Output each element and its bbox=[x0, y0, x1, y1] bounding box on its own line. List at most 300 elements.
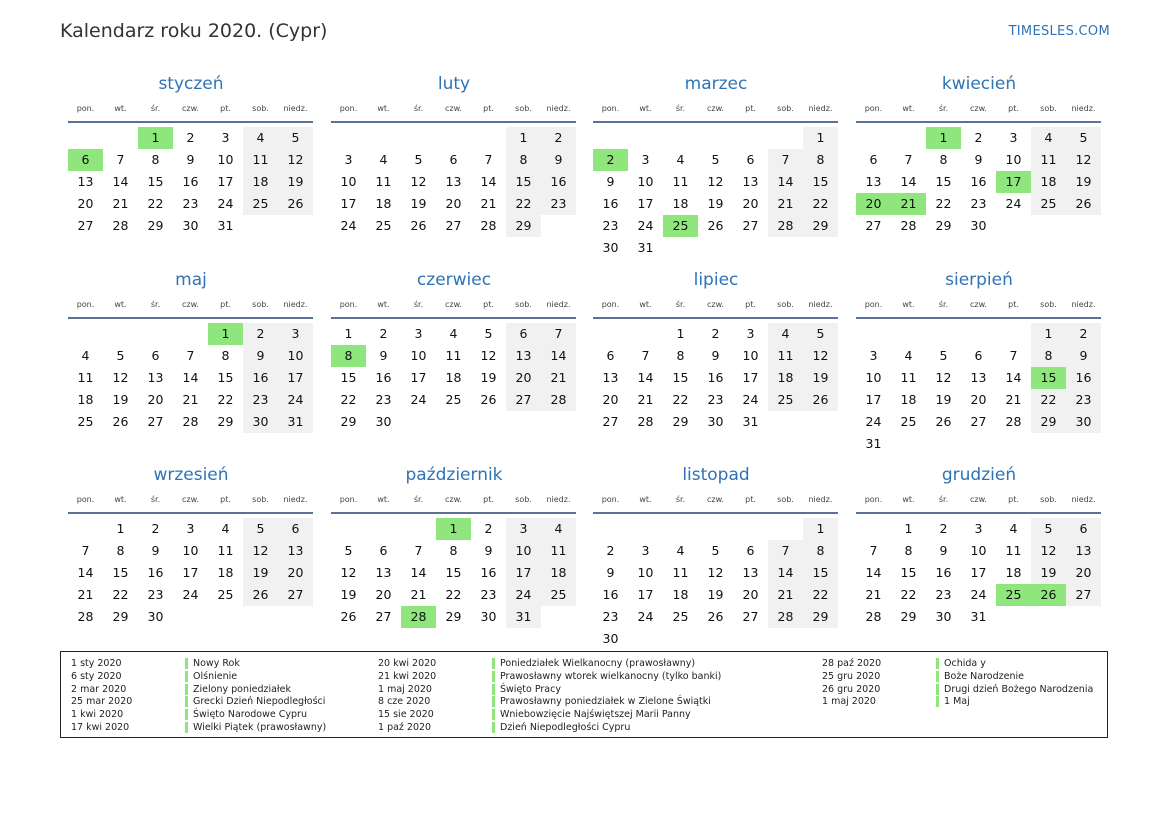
day-cell: 15 bbox=[900, 565, 917, 580]
month-2 bbox=[593, 72, 839, 259]
day-cell: 30 bbox=[707, 414, 724, 429]
day-cell: 17 bbox=[410, 370, 427, 385]
weekday-label: pt. bbox=[483, 104, 494, 113]
week-row bbox=[68, 540, 314, 562]
week-row bbox=[856, 562, 1102, 584]
day-cell: 7 bbox=[414, 543, 423, 558]
day-cell: 29 bbox=[147, 218, 164, 233]
day-cell: 25 bbox=[672, 609, 689, 624]
week-row bbox=[593, 411, 839, 433]
empty-cell bbox=[961, 433, 996, 455]
day-cell: 19 bbox=[707, 196, 724, 211]
empty-cell bbox=[138, 323, 173, 345]
month-name: kwiecień bbox=[941, 74, 1017, 94]
day-cell: 27 bbox=[445, 218, 462, 233]
legend-holiday-name: Grecki Dzień Niepodległości bbox=[193, 696, 326, 708]
day-cell: 18 bbox=[1005, 565, 1022, 580]
day-cell: 27 bbox=[970, 414, 987, 429]
day-cell: 9 bbox=[151, 543, 160, 558]
holiday-marker bbox=[492, 658, 495, 669]
legend-row bbox=[822, 670, 1024, 683]
week-row bbox=[68, 323, 314, 345]
month-11 bbox=[856, 463, 1102, 628]
week-row bbox=[856, 518, 1102, 540]
day-cell: 14 bbox=[865, 565, 882, 580]
weekday-header bbox=[331, 100, 577, 118]
empty-cell bbox=[628, 323, 663, 345]
week-row bbox=[331, 127, 577, 149]
day-cell: 2 bbox=[379, 326, 388, 341]
day-cell: 14 bbox=[182, 370, 199, 385]
empty-cell bbox=[961, 323, 996, 345]
weekday-label: pt. bbox=[220, 300, 231, 309]
legend-date: 1 sty 2020 bbox=[71, 658, 122, 669]
weekday-label: wt. bbox=[902, 495, 915, 504]
week-row bbox=[593, 606, 839, 628]
day-cell: 10 bbox=[278, 345, 313, 367]
week-row bbox=[68, 562, 314, 584]
month-8 bbox=[68, 463, 314, 628]
day-cell: 19 bbox=[278, 171, 313, 193]
legend-date: 1 maj 2020 bbox=[822, 696, 876, 708]
holiday-day-cell: 26 bbox=[1031, 584, 1066, 606]
day-cell: 4 bbox=[768, 323, 803, 345]
empty-cell bbox=[593, 127, 628, 149]
day-cell: 10 bbox=[340, 174, 357, 189]
day-cell: 26 bbox=[935, 414, 952, 429]
day-cell: 18 bbox=[672, 196, 689, 211]
empty-cell bbox=[768, 127, 803, 149]
legend-row bbox=[822, 657, 986, 670]
weekday-label: niedz. bbox=[283, 300, 308, 309]
legend-date: 21 kwi 2020 bbox=[378, 670, 437, 682]
day-cell: 25 bbox=[375, 218, 392, 233]
week-row bbox=[856, 215, 1102, 237]
day-cell: 30 bbox=[243, 411, 278, 433]
day-cell: 21 bbox=[112, 196, 129, 211]
legend-date: 8 cze 2020 bbox=[378, 696, 431, 708]
day-cell: 15 bbox=[112, 565, 129, 580]
day-cell: 4 bbox=[1009, 521, 1018, 536]
day-cell: 6 bbox=[974, 348, 983, 363]
day-cell: 24 bbox=[506, 584, 541, 606]
month-name: listopad bbox=[682, 465, 750, 485]
day-cell: 11 bbox=[77, 370, 94, 385]
day-cell: 3 bbox=[186, 521, 195, 536]
day-cell: 16 bbox=[707, 370, 724, 385]
day-cell: 26 bbox=[112, 414, 129, 429]
day-cell: 7 bbox=[869, 543, 878, 558]
empty-cell bbox=[996, 433, 1031, 455]
day-cell: 11 bbox=[541, 540, 576, 562]
day-cell: 11 bbox=[217, 543, 234, 558]
day-cell: 10 bbox=[637, 565, 654, 580]
legend-holiday-name: Prawosławny wtorek wielkanocny (tylko banki) bbox=[500, 670, 722, 682]
week-row bbox=[856, 433, 1102, 455]
day-cell: 17 bbox=[637, 587, 654, 602]
month-10 bbox=[593, 463, 839, 650]
day-cell: 20 bbox=[147, 392, 164, 407]
empty-cell bbox=[733, 237, 768, 259]
day-cell: 24 bbox=[742, 392, 759, 407]
day-cell: 14 bbox=[900, 174, 917, 189]
day-cell: 27 bbox=[147, 414, 164, 429]
legend-date: 6 sty 2020 bbox=[71, 670, 122, 682]
weekday-label: niedz. bbox=[808, 104, 833, 113]
day-cell: 6 bbox=[449, 152, 458, 167]
day-cell: 3 bbox=[869, 348, 878, 363]
empty-cell bbox=[436, 127, 471, 149]
weekday-label: śr. bbox=[938, 495, 949, 504]
holiday-marker bbox=[936, 671, 939, 682]
day-cell: 17 bbox=[970, 565, 987, 580]
day-cell: 18 bbox=[77, 392, 94, 407]
week-row bbox=[331, 215, 577, 237]
day-cell: 13 bbox=[375, 565, 392, 580]
day-cell: 20 bbox=[375, 587, 392, 602]
day-cell: 11 bbox=[375, 174, 392, 189]
day-cell: 14 bbox=[637, 370, 654, 385]
day-cell: 4 bbox=[81, 348, 90, 363]
day-cell: 29 bbox=[672, 414, 689, 429]
day-cell: 29 bbox=[340, 414, 357, 429]
weekday-label: niedz. bbox=[283, 495, 308, 504]
day-cell: 28 bbox=[865, 609, 882, 624]
holiday-day-cell: 20 bbox=[856, 193, 891, 215]
week-row bbox=[593, 584, 839, 606]
day-cell: 7 bbox=[186, 348, 195, 363]
day-cell: 13 bbox=[77, 174, 94, 189]
weekday-label: czw. bbox=[445, 495, 462, 504]
day-cell: 24 bbox=[278, 389, 313, 411]
day-cell: 16 bbox=[1066, 367, 1101, 389]
day-cell: 21 bbox=[480, 196, 497, 211]
week-row bbox=[68, 171, 314, 193]
day-cell: 23 bbox=[480, 587, 497, 602]
day-cell: 24 bbox=[637, 218, 654, 233]
day-cell: 8 bbox=[1031, 345, 1066, 367]
day-cell: 15 bbox=[803, 562, 838, 584]
day-cell: 18 bbox=[541, 562, 576, 584]
day-cell: 28 bbox=[768, 606, 803, 628]
day-cell: 1 bbox=[1031, 323, 1066, 345]
day-cell: 24 bbox=[182, 587, 199, 602]
day-cell: 26 bbox=[243, 584, 278, 606]
week-row bbox=[331, 193, 577, 215]
day-cell: 27 bbox=[742, 609, 759, 624]
weekday-label: sob. bbox=[777, 495, 794, 504]
day-cell: 17 bbox=[865, 392, 882, 407]
day-cell: 29 bbox=[445, 609, 462, 624]
holiday-day-cell: 25 bbox=[996, 584, 1031, 606]
weekday-label: pt. bbox=[483, 300, 494, 309]
day-cell: 10 bbox=[182, 543, 199, 558]
day-cell: 23 bbox=[707, 392, 724, 407]
holiday-day-cell: 17 bbox=[996, 171, 1031, 193]
week-row bbox=[856, 411, 1102, 433]
day-cell: 6 bbox=[278, 518, 313, 540]
weekday-label: pt. bbox=[220, 495, 231, 504]
empty-cell bbox=[996, 215, 1031, 237]
weekday-label: śr. bbox=[675, 104, 686, 113]
day-cell: 25 bbox=[541, 584, 576, 606]
day-cell: 28 bbox=[541, 389, 576, 411]
weekday-label: wt. bbox=[114, 300, 127, 309]
day-cell: 3 bbox=[974, 521, 983, 536]
week-row bbox=[593, 171, 839, 193]
day-cell: 31 bbox=[506, 606, 541, 628]
weekday-label: pon. bbox=[339, 104, 358, 113]
day-cell: 23 bbox=[182, 196, 199, 211]
empty-cell bbox=[331, 518, 366, 540]
empty-cell bbox=[278, 606, 313, 628]
legend-row bbox=[71, 695, 325, 708]
weekday-label: śr. bbox=[413, 495, 424, 504]
day-cell: 1 bbox=[904, 521, 913, 536]
legend-row bbox=[71, 721, 326, 734]
day-cell: 21 bbox=[768, 584, 803, 606]
empty-cell bbox=[68, 127, 103, 149]
day-cell: 9 bbox=[186, 152, 195, 167]
day-cell: 13 bbox=[1066, 540, 1101, 562]
day-cell: 4 bbox=[676, 152, 685, 167]
day-cell: 9 bbox=[939, 543, 948, 558]
day-cell: 13 bbox=[742, 565, 759, 580]
empty-cell bbox=[471, 127, 506, 149]
legend-holiday-name: Święto Pracy bbox=[500, 683, 561, 695]
day-cell: 6 bbox=[746, 152, 755, 167]
day-cell: 6 bbox=[1066, 518, 1101, 540]
day-cell: 23 bbox=[243, 389, 278, 411]
day-cell: 1 bbox=[676, 326, 685, 341]
month-divider bbox=[856, 121, 1101, 123]
week-row bbox=[68, 367, 314, 389]
weekday-header bbox=[68, 491, 314, 509]
month-divider bbox=[593, 317, 838, 319]
day-cell: 26 bbox=[410, 218, 427, 233]
day-cell: 8 bbox=[803, 540, 838, 562]
day-cell: 12 bbox=[1031, 540, 1066, 562]
holiday-day-cell: 21 bbox=[891, 193, 926, 215]
day-cell: 9 bbox=[243, 345, 278, 367]
day-cell: 2 bbox=[541, 127, 576, 149]
empty-cell bbox=[698, 237, 733, 259]
week-row bbox=[68, 345, 314, 367]
day-cell: 11 bbox=[768, 345, 803, 367]
empty-cell bbox=[331, 127, 366, 149]
day-cell: 23 bbox=[602, 609, 619, 624]
day-cell: 30 bbox=[602, 240, 619, 255]
page-title: Kalendarz roku 2020. (Cypr) bbox=[60, 20, 328, 42]
day-cell: 8 bbox=[116, 543, 125, 558]
legend-holiday-name: Prawosławny poniedziałek w Zielone Świątki bbox=[500, 696, 711, 708]
day-cell: 4 bbox=[221, 521, 230, 536]
empty-cell bbox=[401, 518, 436, 540]
day-cell: 14 bbox=[112, 174, 129, 189]
day-cell: 28 bbox=[182, 414, 199, 429]
day-cell: 5 bbox=[939, 348, 948, 363]
week-row bbox=[331, 606, 577, 628]
day-cell: 30 bbox=[375, 414, 392, 429]
holiday-marker bbox=[492, 722, 495, 733]
holiday-day-cell: 1 bbox=[436, 518, 471, 540]
day-cell: 19 bbox=[410, 196, 427, 211]
weekday-label: niedz. bbox=[1071, 104, 1096, 113]
day-cell: 8 bbox=[506, 149, 541, 171]
legend-date: 20 kwi 2020 bbox=[378, 658, 437, 669]
holiday-day-cell: 15 bbox=[1031, 367, 1066, 389]
day-cell: 8 bbox=[221, 348, 230, 363]
weekday-label: sob. bbox=[1040, 300, 1057, 309]
weekday-label: wt. bbox=[639, 495, 652, 504]
weekday-label: pt. bbox=[1008, 495, 1019, 504]
day-cell: 13 bbox=[970, 370, 987, 385]
empty-cell bbox=[1031, 606, 1066, 628]
empty-cell bbox=[278, 215, 313, 237]
month-1 bbox=[331, 72, 577, 237]
day-cell: 7 bbox=[904, 152, 913, 167]
day-cell: 17 bbox=[182, 565, 199, 580]
weekday-label: wt. bbox=[114, 104, 127, 113]
week-row bbox=[331, 540, 577, 562]
day-cell: 2 bbox=[606, 543, 615, 558]
month-name: marzec bbox=[684, 74, 748, 94]
day-cell: 16 bbox=[602, 196, 619, 211]
day-cell: 13 bbox=[602, 370, 619, 385]
empty-cell bbox=[401, 127, 436, 149]
weekday-label: wt. bbox=[377, 300, 390, 309]
day-cell: 15 bbox=[445, 565, 462, 580]
weekday-label: śr. bbox=[675, 495, 686, 504]
week-row bbox=[593, 518, 839, 540]
day-cell: 26 bbox=[278, 193, 313, 215]
day-cell: 22 bbox=[803, 584, 838, 606]
day-cell: 14 bbox=[541, 345, 576, 367]
legend-holiday-name: Święto Narodowe Cypru bbox=[193, 709, 307, 721]
week-row bbox=[593, 389, 839, 411]
day-cell: 16 bbox=[243, 367, 278, 389]
day-cell: 13 bbox=[278, 540, 313, 562]
day-cell: 27 bbox=[278, 584, 313, 606]
day-cell: 3 bbox=[641, 543, 650, 558]
weekday-header bbox=[593, 491, 839, 509]
day-cell: 7 bbox=[768, 540, 803, 562]
empty-cell bbox=[663, 628, 698, 650]
legend-date: 25 gru 2020 bbox=[822, 670, 881, 682]
holiday-marker bbox=[936, 658, 939, 669]
week-row bbox=[331, 562, 577, 584]
weekday-label: śr. bbox=[938, 300, 949, 309]
day-cell: 13 bbox=[742, 174, 759, 189]
legend-date: 25 mar 2020 bbox=[71, 696, 133, 708]
brand-link[interactable]: TIMESLES.COM bbox=[1008, 24, 1110, 39]
week-row bbox=[68, 389, 314, 411]
week-row bbox=[331, 149, 577, 171]
day-cell: 30 bbox=[147, 609, 164, 624]
weekday-label: wt. bbox=[639, 300, 652, 309]
month-name: luty bbox=[437, 74, 471, 94]
weekday-label: pt. bbox=[745, 300, 756, 309]
legend-holiday-name: Wniebowzięcie Najświętszej Marii Panny bbox=[500, 709, 691, 721]
day-cell: 31 bbox=[865, 436, 882, 451]
day-cell: 25 bbox=[768, 389, 803, 411]
day-cell: 15 bbox=[217, 370, 234, 385]
day-cell: 8 bbox=[939, 152, 948, 167]
weekday-label: sob. bbox=[252, 104, 269, 113]
day-cell: 9 bbox=[974, 152, 983, 167]
day-cell: 29 bbox=[506, 215, 541, 237]
empty-cell bbox=[1066, 606, 1101, 628]
day-cell: 25 bbox=[243, 193, 278, 215]
weekday-label: pt. bbox=[745, 104, 756, 113]
month-3 bbox=[856, 72, 1102, 237]
week-row bbox=[331, 518, 577, 540]
empty-cell bbox=[663, 127, 698, 149]
day-cell: 21 bbox=[1005, 392, 1022, 407]
day-cell: 29 bbox=[112, 609, 129, 624]
month-divider bbox=[856, 512, 1101, 514]
day-cell: 20 bbox=[445, 196, 462, 211]
day-cell: 5 bbox=[1066, 127, 1101, 149]
day-cell: 31 bbox=[217, 218, 234, 233]
empty-cell bbox=[768, 411, 803, 433]
month-name: sierpień bbox=[945, 270, 1013, 290]
day-cell: 4 bbox=[449, 326, 458, 341]
day-cell: 2 bbox=[974, 130, 983, 145]
weekday-label: pon. bbox=[864, 495, 883, 504]
day-cell: 25 bbox=[445, 392, 462, 407]
week-row bbox=[593, 540, 839, 562]
empty-cell bbox=[856, 127, 891, 149]
week-row bbox=[856, 367, 1102, 389]
day-cell: 2 bbox=[484, 521, 493, 536]
day-cell: 16 bbox=[602, 587, 619, 602]
month-0 bbox=[68, 72, 314, 237]
day-cell: 24 bbox=[865, 414, 882, 429]
day-cell: 16 bbox=[935, 565, 952, 580]
day-cell: 7 bbox=[1009, 348, 1018, 363]
day-cell: 12 bbox=[112, 370, 129, 385]
day-cell: 30 bbox=[970, 218, 987, 233]
day-cell: 22 bbox=[506, 193, 541, 215]
day-cell: 5 bbox=[278, 127, 313, 149]
day-cell: 18 bbox=[217, 565, 234, 580]
day-cell: 22 bbox=[340, 392, 357, 407]
day-cell: 9 bbox=[379, 348, 388, 363]
day-cell: 10 bbox=[506, 540, 541, 562]
day-cell: 9 bbox=[1066, 345, 1101, 367]
weekday-label: pt. bbox=[483, 495, 494, 504]
legend-row bbox=[378, 721, 630, 734]
weekday-label: śr. bbox=[413, 300, 424, 309]
weekday-label: wt. bbox=[377, 495, 390, 504]
holiday-marker bbox=[492, 696, 495, 707]
month-name: styczeń bbox=[158, 74, 224, 94]
month-name: październik bbox=[405, 465, 503, 485]
week-row bbox=[856, 540, 1102, 562]
day-cell: 3 bbox=[1009, 130, 1018, 145]
empty-cell bbox=[698, 518, 733, 540]
day-cell: 28 bbox=[1005, 414, 1022, 429]
weekday-header bbox=[331, 296, 577, 314]
weekday-label: niedz. bbox=[808, 495, 833, 504]
day-cell: 22 bbox=[935, 196, 952, 211]
weekday-label: sob. bbox=[515, 104, 532, 113]
day-cell: 17 bbox=[217, 174, 234, 189]
empty-cell bbox=[996, 323, 1031, 345]
holiday-day-cell: 1 bbox=[138, 127, 173, 149]
day-cell: 3 bbox=[344, 152, 353, 167]
